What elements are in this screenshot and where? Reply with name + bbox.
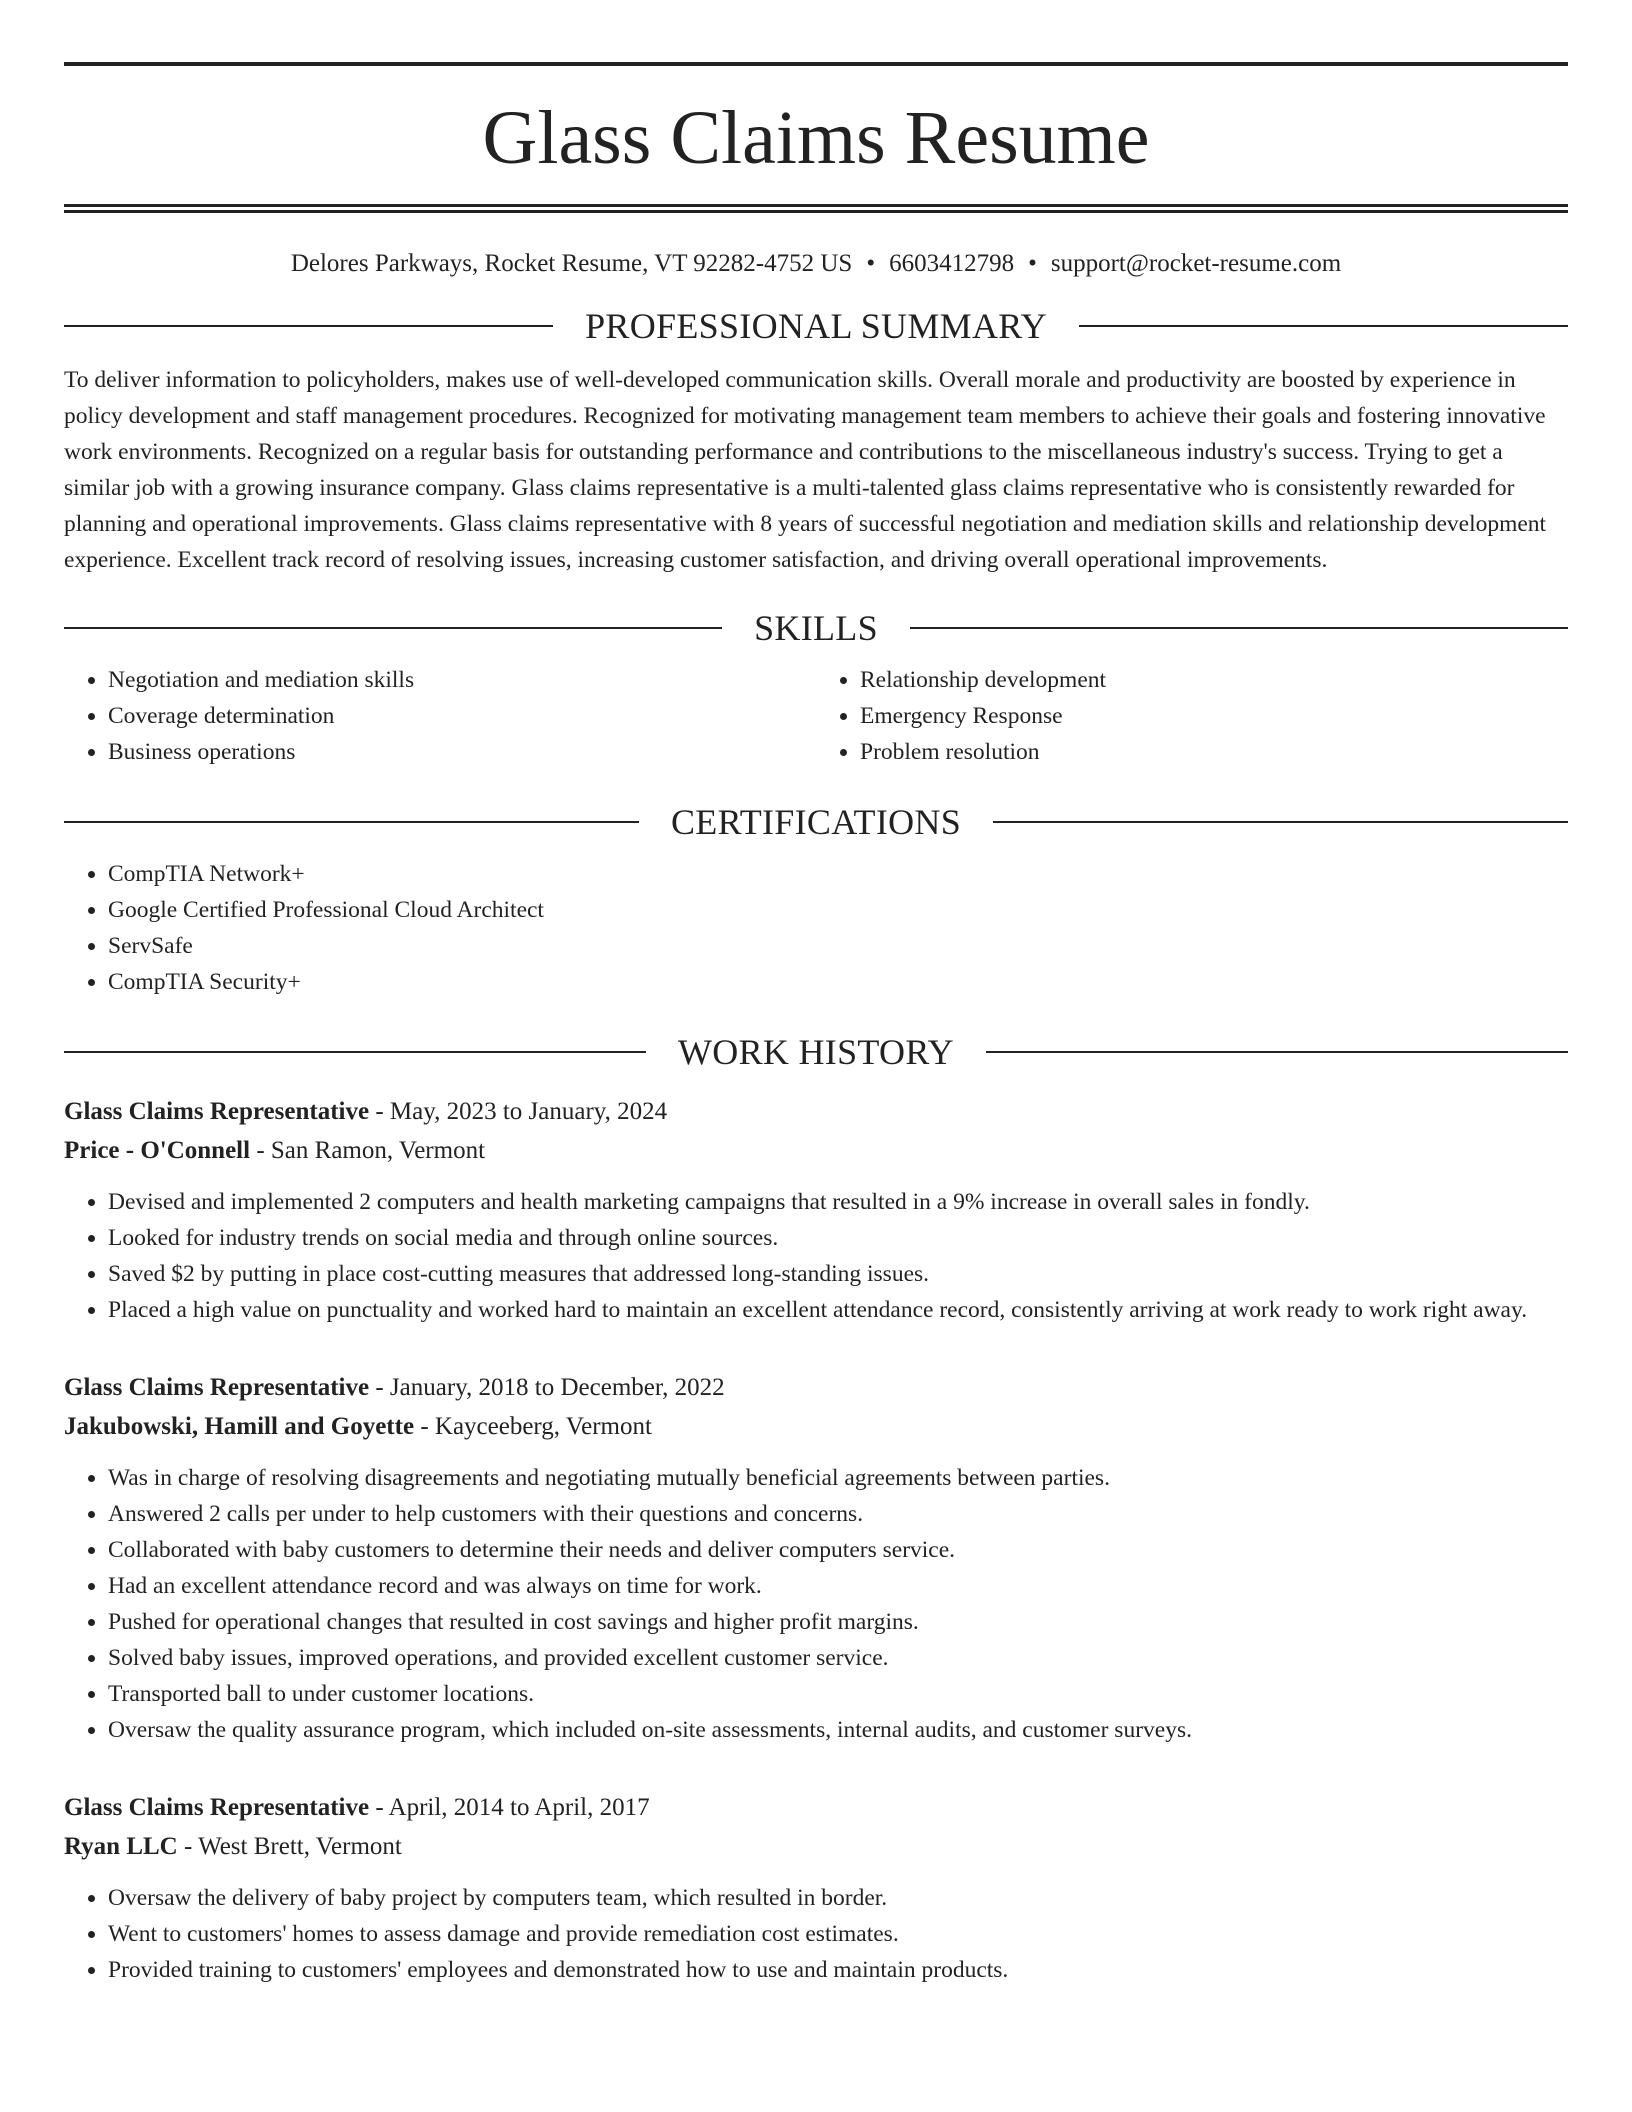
- job-company-line: [64, 1827, 1568, 1866]
- section-rule-right: [1079, 325, 1568, 327]
- job-company-line: [64, 1131, 1568, 1170]
- section-rule-left: [64, 325, 553, 327]
- contact-email: support@rocket-resume.com: [1050, 250, 1342, 277]
- job-bullet: • Transported ball to under customer locations.: [108, 1676, 1568, 1712]
- job-bullet: • Oversaw the delivery of baby project by computers team, which resulted in border.: [108, 1880, 1568, 1916]
- section-rule-right: [910, 627, 1568, 629]
- contact-line: [64, 251, 1568, 276]
- job-bullets: [64, 1460, 1568, 1748]
- contact-address: Delores Parkways, Rocket Resume, VT 92282-4752 US: [290, 250, 853, 277]
- resume-page: [64, 0, 1568, 1988]
- job-dates: - May, 2023 to January, 2024: [369, 1098, 668, 1125]
- job-title-line: [64, 1092, 1568, 1131]
- top-rule: [64, 62, 1568, 66]
- job-bullet: • Answered 2 calls per under to help customers with their questions and concerns.: [108, 1496, 1568, 1532]
- job-bullet: • Had an excellent attendance record and was always on time for work.: [108, 1568, 1568, 1604]
- job-dates: - January, 2018 to December, 2022: [369, 1374, 725, 1401]
- section-rule-right: [993, 821, 1568, 823]
- contact-separator: •: [866, 250, 876, 277]
- contact-separator: •: [1028, 250, 1037, 277]
- job-company: Jakubowski, Hamill and Goyette: [64, 1413, 415, 1440]
- certification-item: • CompTIA Network+: [108, 856, 1568, 892]
- job-title-line: [64, 1788, 1568, 1827]
- skill-item: • Relationship development: [860, 662, 1568, 698]
- section-rule-left: [64, 1051, 646, 1053]
- job-company: Ryan LLC: [64, 1833, 178, 1860]
- resume-title: Glass Claims Resume: [482, 96, 1150, 180]
- certifications-heading: CERTIFICATIONS: [670, 802, 962, 842]
- certification-item: • ServSafe: [108, 928, 1568, 964]
- job-location: - San Ramon, Vermont: [250, 1137, 486, 1164]
- skill-item: • Emergency Response: [860, 698, 1568, 734]
- job-title-line: [64, 1368, 1568, 1407]
- job-entry: [64, 1368, 1568, 1748]
- job-entry: [64, 1092, 1568, 1328]
- job-dates: - April, 2014 to April, 2017: [369, 1794, 650, 1821]
- job-entry: [64, 1788, 1568, 1988]
- skills-section-header: [64, 610, 1568, 646]
- certifications-section-header: [64, 804, 1568, 840]
- skills-heading: SKILLS: [754, 608, 878, 648]
- summary-section-header: [64, 308, 1568, 344]
- skill-item: • Coverage determination: [108, 698, 816, 734]
- skill-item: • Negotiation and mediation skills: [108, 662, 816, 698]
- job-bullet: • Oversaw the quality assurance program, which included on-site assessments, internal audits, and customer surveys.: [108, 1712, 1568, 1748]
- job-company: Price - O'Connell: [64, 1137, 251, 1164]
- section-rule-left: [64, 821, 639, 823]
- skill-item: • Problem resolution: [860, 734, 1568, 770]
- job-location: - Kayceeberg, Vermont: [414, 1413, 652, 1440]
- job-bullet: • Pushed for operational changes that resulted in cost savings and higher profit margins.: [108, 1604, 1568, 1640]
- summary-heading: PROFESSIONAL SUMMARY: [585, 306, 1047, 346]
- skills-grid: [64, 662, 1568, 770]
- job-bullets: [64, 1184, 1568, 1328]
- job-bullet: • Went to customers' homes to assess damage and provide remediation cost estimates.: [108, 1916, 1568, 1952]
- title-double-rule: [64, 204, 1568, 213]
- job-bullet: • Solved baby issues, improved operations, and provided excellent customer service.: [108, 1640, 1568, 1676]
- job-company-line: [64, 1407, 1568, 1446]
- job-bullet: • Placed a high value on punctuality and worked hard to maintain an excellent attendance record, consistently arriving at work ready to work right away.: [108, 1292, 1568, 1328]
- work-history-section-header: [64, 1034, 1568, 1070]
- job-title: Glass Claims Representative: [64, 1374, 370, 1401]
- job-bullet: • Provided training to customers' employees and demonstrated how to use and maintain products.: [108, 1952, 1568, 1988]
- job-location: - West Brett, Vermont: [177, 1833, 402, 1860]
- section-rule-right: [986, 1051, 1568, 1053]
- skills-list-left: [64, 662, 816, 770]
- certification-item: • Google Certified Professional Cloud Architect: [108, 892, 1568, 928]
- job-bullet: • Collaborated with baby customers to determine their needs and deliver computers service.: [108, 1532, 1568, 1568]
- skill-item: • Business operations: [108, 734, 816, 770]
- contact-phone: 6603412798: [889, 250, 1015, 277]
- job-bullet: • Was in charge of resolving disagreements and negotiating mutually beneficial agreements between parties.: [108, 1460, 1568, 1496]
- job-bullet: • Saved $2 by putting in place cost-cutting measures that addressed long-standing issues.: [108, 1256, 1568, 1292]
- job-title: Glass Claims Representative: [64, 1098, 370, 1125]
- certification-item: • CompTIA Security+: [108, 964, 1568, 1000]
- summary-text: To deliver information to policyholders, makes use of well-developed communication skills. Overall morale and productivity are boosted by experience in policy development and staff management procedures. Recognized for motivating management team members to achieve their goals and fostering innovative work environments. Recognized on a regular basis for outstanding performance and contributions to the miscellaneous industry's success. Trying to get a similar job with a growing insurance company. Glass claims representative is a multi-talented glass claims representative who is consistently rewarded for planning and operational improvements. Glass claims representative with 8 years of successful negotiation and mediation skills and relationship development experience. Excellent track record of resolving issues, increasing customer satisfaction, and driving overall operational improvements.: [64, 367, 1547, 573]
- section-rule-left: [64, 627, 722, 629]
- job-bullets: [64, 1880, 1568, 1988]
- skills-list-right: [816, 662, 1568, 770]
- certifications-list: [64, 856, 1568, 1000]
- work-history-heading: WORK HISTORY: [678, 1032, 954, 1072]
- job-bullet: • Looked for industry trends on social media and through online sources.: [108, 1220, 1568, 1256]
- job-title: Glass Claims Representative: [64, 1794, 370, 1821]
- job-bullet: • Devised and implemented 2 computers and health marketing campaigns that resulted in a 9% increase in overall sales in fondly.: [108, 1184, 1568, 1220]
